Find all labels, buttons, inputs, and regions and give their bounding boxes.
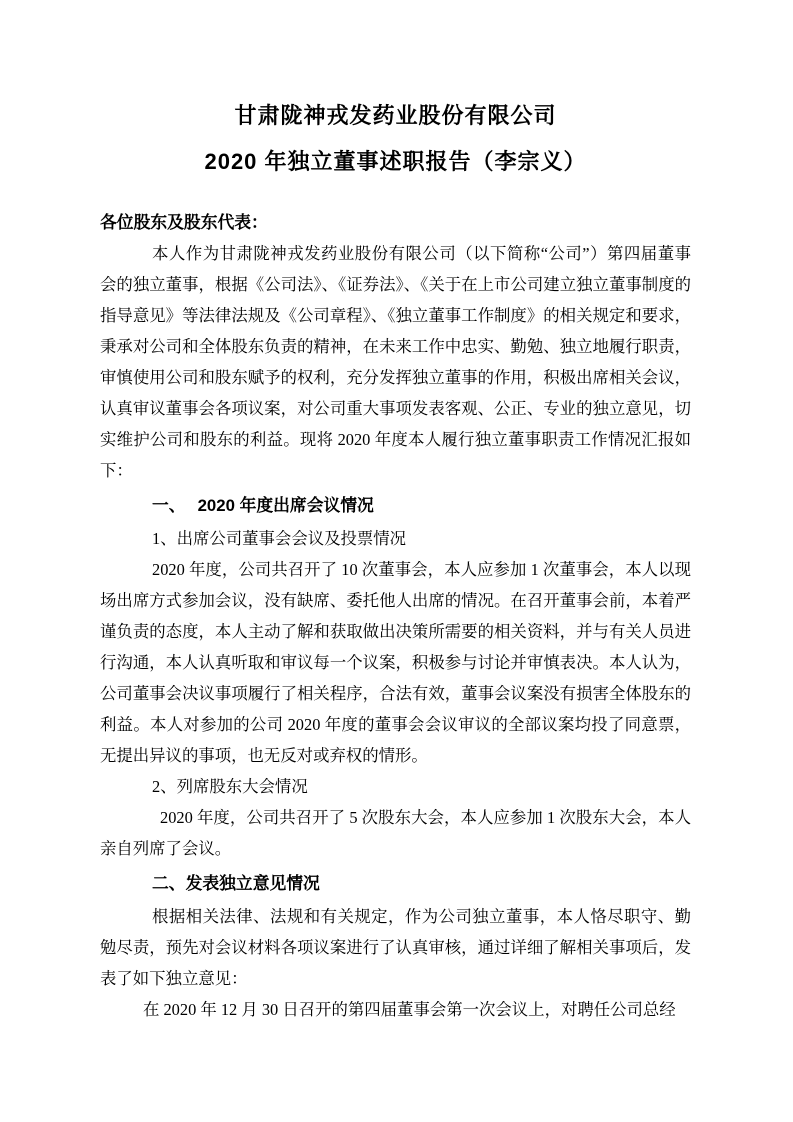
document-title-report: 2020 年独立董事述职报告（李宗义） — [204, 149, 587, 174]
independent-opinion-paragraph: 根据相关法律、法规和有关规定，作为公司独立董事，本人恪尽职守、勤勉尽责，预先对会议材料各项议案进行了认真审核，通过详细了解相关事项后，发表了如下独立意见： — [100, 907, 691, 988]
shareholder-meeting-attendance-paragraph: 2020 年度，公司共召开了 5 次股东大会，本人应参加 1 次股东大会，本人亲自列席了会议。 — [100, 808, 691, 858]
section2-heading: 二、发表独立意见情况 — [152, 874, 320, 893]
subsection2-heading: 2、列席股东大会情况 — [152, 777, 308, 796]
board-meeting-attendance-paragraph: 2020 年度，公司共召开了 10 次董事会，本人应参加 1 次董事会，本人以现场出席方式参加会议，没有缺席、委托他人出席的情况。在召开董事会前，本着严谨负责的态度，本人主动了解和获取做出决策所需要的相关资料，并与有关人员进行沟通，本人认真听取和审议每一个议案，积极参与讨论并审慎表决。本人认为，公司董事会决议事项履行了相关程序，合法有效，董事会议案没有损害全体股东的利益。本人对参加的公司 2020 年度的董事会会议审议的全部议案均投了同意票，无提出异议的事项，也无反对或弃权的情形。 — [100, 560, 691, 765]
intro-paragraph: 本人作为甘肃陇神戎发药业股份有限公司（以下简称“公司”）第四届董事会的独立董事，根据《公司法》、《证券法》、《关于在上市公司建立独立董事制度的指导意见》等法律法规及《公司章程》、《独立董事工作制度》的相关规定和要求，秉承对公司和全体股东负责的精神，在未来工作中忠实、勤勉、独立地履行职责，审慎使用公司和股东赋予的权利，充分发挥独立董事的作用，积极出席相关会议，认真审议董事会各项议案，对公司重大事项发表客观、公正、专业的独立意见，切实维护公司和股东的利益。现将 2020 年度本人履行独立董事职责工作情况汇报如下： — [100, 244, 691, 480]
salutation: 各位股东及股东代表： — [100, 213, 268, 232]
document-title-company: 甘肃陇神戎发药业股份有限公司 — [234, 103, 557, 128]
subsection1-heading: 1、出席公司董事会会议及投票情况 — [152, 529, 407, 548]
section1-title: 2020 年度出席会议情况 — [197, 496, 374, 515]
final-partial-paragraph: 在 2020 年 12 月 30 日召开的第四届董事会第一次会议上，对聘任公司总经 — [143, 1000, 676, 1019]
section1-heading — [100, 490, 691, 521]
section1-number: 一、 — [152, 496, 186, 515]
